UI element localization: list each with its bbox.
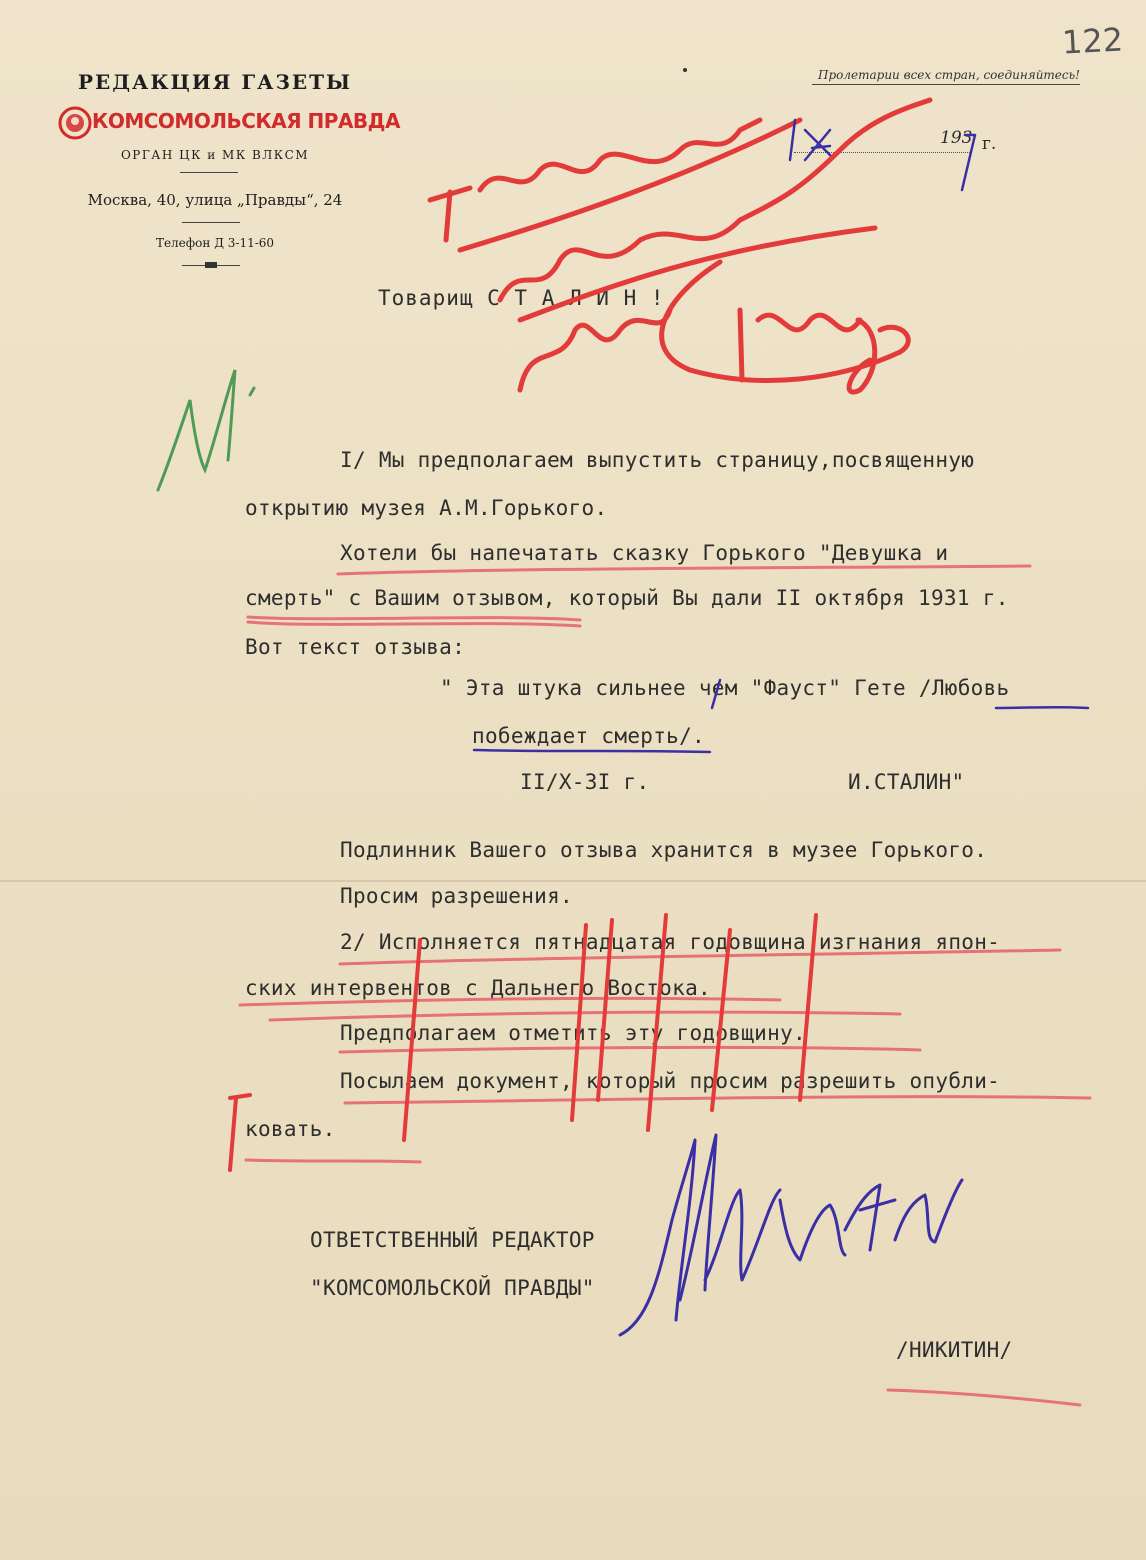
body-line: смерть" с Вашим отзывом, который Вы дали II октября 1931 г. [245,586,1009,610]
letterhead-phone: Телефон Д 3-11-60 [155,236,275,250]
body-line: ских интервентов с Дальнего Востока. [245,976,711,1000]
archive-number: 122 [1061,20,1125,62]
body-line: Предполагаем отметить эту годовщину. [340,1021,806,1045]
nikitin-signature [620,1135,962,1335]
body-line: открытию музея А.М.Горького. [245,496,608,520]
letterhead-address: Москва, 40, улица „Правды“, 24 [87,191,343,209]
quote-line: " Эта штука сильнее чем "Фауст" Гете /Любовь [440,676,1010,700]
body-line: 2/ Исполняется пятнадцатая годовщина изгнания япон- [340,930,1001,954]
quote-line: побеждает смерть/. [472,724,705,748]
body-line: ковать. [245,1117,336,1141]
signature-name: /НИКИТИН/ [896,1338,1013,1362]
blue-date-annotation [790,120,975,190]
body-line: Подлинник Вашего отзыва хранится в музее Горького. [340,838,988,862]
red-underlines [240,566,1090,1405]
letterhead-organ: ОРГАН ЦК и МК ВЛКСМ [120,148,310,162]
letterhead-title: РЕДАКЦИЯ ГАЗЕТЫ [77,70,353,94]
green-initial-mark [158,370,254,490]
date-suffix: г. [982,134,997,154]
salutation: Товарищ С Т А Л И Н ! [378,286,665,310]
body-line: I/ Мы предполагаем выпустить страницу,посвященную [340,448,975,472]
motto: Пролетарии всех стран, соединяйтесь! [818,68,1080,82]
body-line: Хотели бы напечатать сказку Горького "Девушка и [340,541,949,565]
quote-signature: И.СТАЛИН" [848,770,965,794]
quote-date: II/X-3I г. [520,770,650,794]
blue-quote-marks [474,680,1088,752]
brand-name: КОМСОМОЛЬСКАЯ ПРАВДА [92,109,400,133]
body-line: Посылаем документ, который просим разрешить опубли- [340,1069,1001,1093]
body-line: Вот текст отзыва: [245,635,466,659]
red-resolution-scribble [430,100,930,392]
signature-newspaper: "КОМСОМОЛЬСКОЙ ПРАВДЫ" [310,1276,595,1300]
signature-title: ОТВЕТСТВЕННЫЙ РЕДАКТОР [310,1228,595,1252]
body-line: Просим разрешения. [340,884,573,908]
red-strike-marks [230,915,816,1170]
date-year: 193 [940,128,973,148]
